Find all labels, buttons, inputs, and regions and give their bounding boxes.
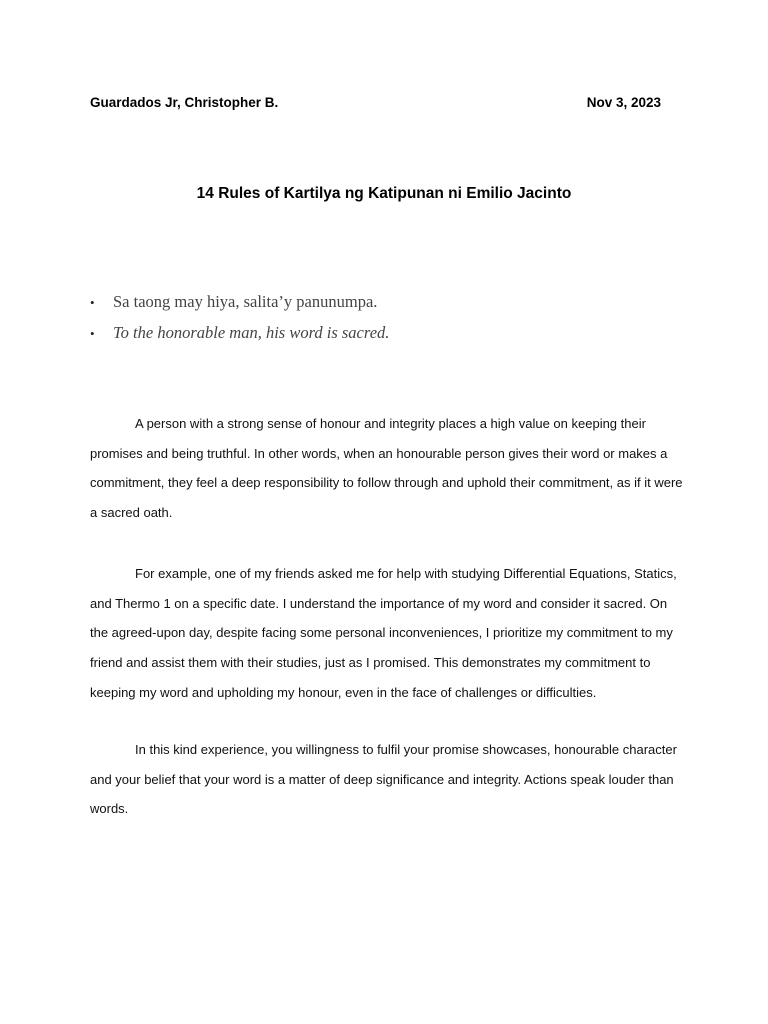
document-date: Nov 3, 2023: [586, 95, 661, 110]
body-paragraph-1-block: [90, 409, 686, 528]
body-paragraph: For example, one of my friends asked me for help with studying Differential Equations, Statics, and Thermo 1 on a specific date. I understand the importance of my word and consider it sacred. On the agreed-upon day, despite facing some personal inconveniences, I prioritize my commitment to my friend and assist them with their studies, just as I promised. This demonstrates my commitment to keeping my word and upholding my honour, even in the face of challenges or difficulties.: [90, 566, 677, 700]
bullet-icon: •: [90, 326, 95, 341]
quote-text-english: To the honorable man, his word is sacred.: [113, 323, 390, 342]
quote-item-tagalog: [90, 292, 389, 323]
quote-text-tagalog: Sa taong may hiya, salita’y panunumpa.: [113, 292, 378, 311]
quote-item-english: [90, 323, 389, 354]
body-paragraph: A person with a strong sense of honour and integrity places a high value on keeping their promises and being truthful. In other words, when an honourable person gives their word or makes a commitment, they feel a deep responsibility to follow through and uphold their commitment, as if it were a sacred oath.: [90, 416, 683, 521]
document-header: [90, 94, 661, 112]
author-name: Guardados Jr, Christopher B.: [90, 95, 279, 110]
body-paragraph-2-block: [90, 559, 686, 708]
body-paragraph-3-block: [90, 735, 686, 824]
document-title: 14 Rules of Kartilya ng Katipunan ni Emilio Jacinto: [196, 185, 572, 202]
body-paragraph: In this kind experience, you willingness to fulfil your promise showcases, honourable character and your belief that your word is a matter of deep significance and integrity. Actions speak louder than words.: [90, 742, 677, 817]
quote-list: [90, 292, 389, 354]
bullet-icon: •: [90, 295, 95, 310]
